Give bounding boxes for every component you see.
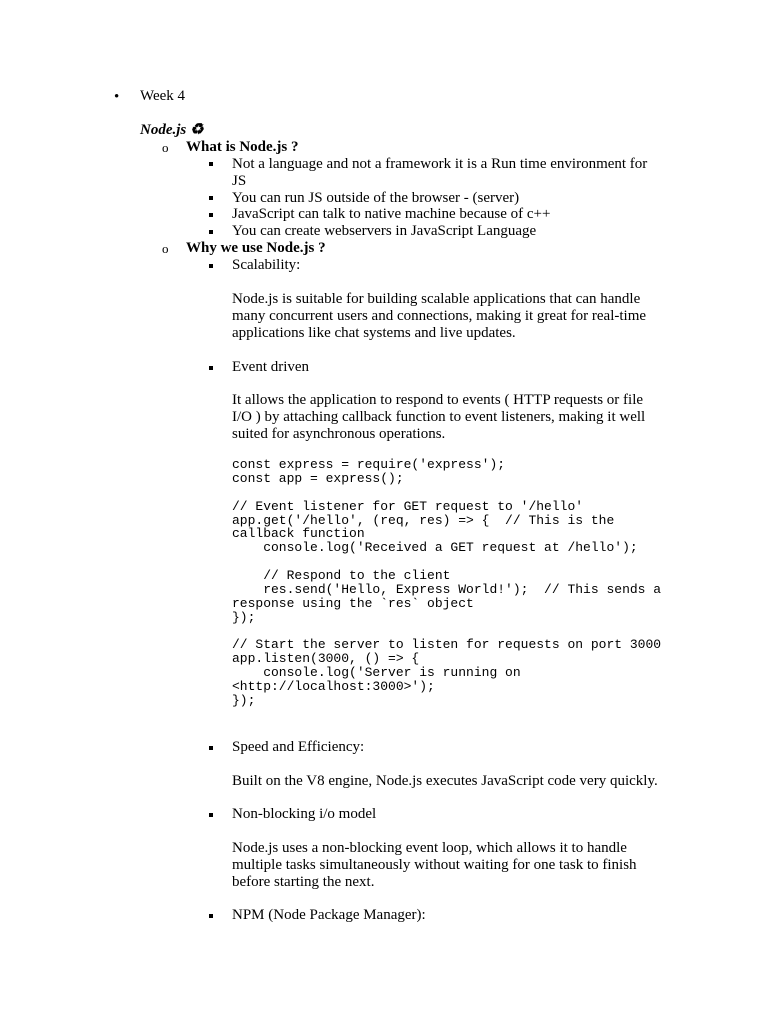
npm-label: NPM (Node Package Manager): — [232, 907, 426, 923]
speed-text: Built on the V8 engine, Node.js executes JavaScript code very quickly. — [232, 773, 658, 789]
code-line: console.log('Received a GET request at /hello'); — [232, 540, 638, 555]
square-bullet-icon — [209, 162, 213, 166]
square-bullet-icon — [209, 196, 213, 200]
code-line: }); — [232, 693, 256, 708]
event-driven-text: It allows the application to respond to events ( HTTP requests or file — [232, 392, 644, 408]
speed-label: Speed and Efficiency: — [232, 739, 365, 755]
code-line: console.log('Server is running on — [232, 665, 521, 680]
scalability-label: Scalability: — [232, 257, 301, 273]
event-driven-label: Event driven — [232, 359, 310, 375]
square-bullet-icon — [209, 230, 213, 234]
nonblocking-text: multiple tasks simultaneously without waiting for one task to finish — [232, 857, 637, 873]
code-line: app.listen(3000, () => { — [232, 651, 420, 666]
why-title: Why we use Node.js ? — [186, 240, 326, 256]
square-bullet-icon — [209, 914, 213, 918]
what-item: You can create webservers in JavaScript Language — [232, 223, 537, 239]
code-line: // Respond to the client — [232, 568, 451, 583]
what-item: JavaScript can talk to native machine because of c++ — [232, 206, 551, 222]
square-bullet-icon — [209, 213, 213, 217]
nonblocking-label: Non-blocking i/o model — [232, 806, 377, 822]
code-line: const app = express(); — [232, 471, 404, 486]
code-line: res.send('Hello, Express World!'); // This sends a — [232, 582, 662, 597]
circle-bullet-icon: o — [162, 241, 169, 256]
section-heading: Node.js ♻ — [140, 122, 204, 138]
square-bullet-icon — [209, 813, 213, 817]
scalability-text: Node.js is suitable for building scalable applications that can handle — [232, 291, 641, 307]
week-label: Week 4 — [140, 88, 186, 104]
what-title: What is Node.js ? — [186, 139, 299, 155]
circle-bullet-icon: o — [162, 140, 169, 155]
scalability-text: many concurrent users and connections, making it great for real-time — [232, 308, 647, 324]
code-line: // Start the server to listen for requests on port 3000 — [232, 637, 662, 652]
nonblocking-text: before starting the next. — [232, 874, 375, 890]
code-line: }); — [232, 610, 256, 625]
code-line: const express = require('express'); — [232, 457, 506, 472]
code-line: // Event listener for GET request to '/hello' — [232, 499, 584, 514]
what-item: Not a language and not a framework it is a Run time environment for — [232, 156, 648, 172]
code-line: callback function — [232, 526, 365, 541]
code-line: response using the `res` object — [232, 596, 474, 611]
nonblocking-text: Node.js uses a non-blocking event loop, which allows it to handle — [232, 840, 627, 856]
square-bullet-icon — [209, 746, 213, 750]
square-bullet-icon — [209, 366, 213, 370]
bullet-dot-icon: • — [114, 89, 120, 105]
what-item: You can run JS outside of the browser - (server) — [232, 190, 520, 206]
square-bullet-icon — [209, 264, 213, 268]
what-item-continued: JS — [232, 173, 247, 189]
code-line: app.get('/hello', (req, res) => { // This is the — [232, 513, 615, 528]
event-driven-text: I/O ) by attaching callback function to event listeners, making it well — [232, 409, 646, 425]
scalability-text: applications like chat systems and live updates. — [232, 325, 516, 341]
code-line: <http://localhost:3000>'); — [232, 679, 435, 694]
event-driven-text: suited for asynchronous operations. — [232, 426, 446, 442]
